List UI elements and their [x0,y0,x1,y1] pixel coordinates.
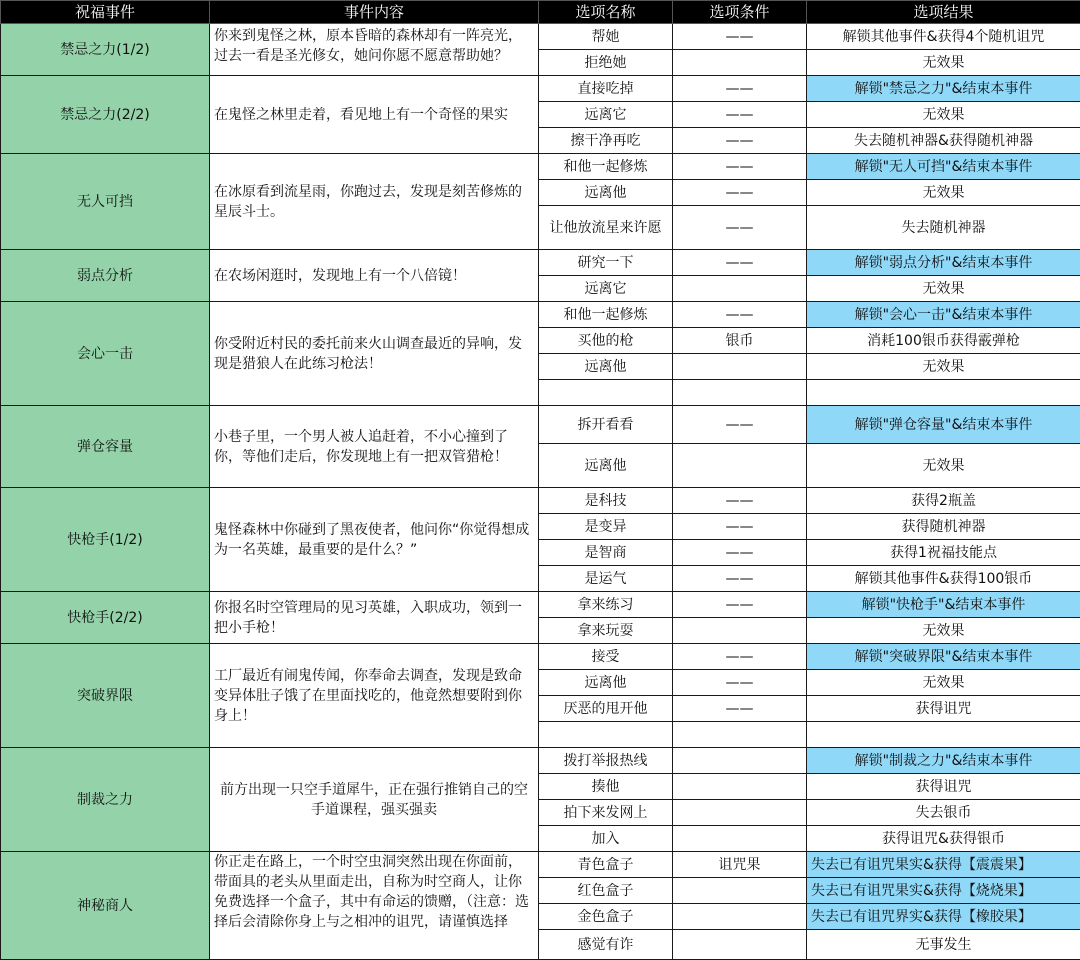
header-row [1,1,1080,24]
option-condition [673,50,807,76]
event-content [210,76,539,154]
option-name: 接受 [539,644,673,670]
table-body [1,24,1080,960]
option-result: 失去已有诅咒果实&获得【震震果】 [807,852,1080,878]
option-result: 获得诅咒 [807,774,1080,800]
option-name: 红色盒子 [539,878,673,904]
event-content-text: 在冰原看到流星雨，你跑过去，发现是刻苦修炼的星辰斗士。 [214,182,534,222]
option-name [539,722,673,748]
option-condition [673,878,807,904]
event-content-text: 在鬼怪之林里走着，看见地上有一个奇怪的果实 [214,105,534,125]
option-condition [673,826,807,852]
option-result: 失去随机神器&获得随机神器 [807,128,1080,154]
option-name: 擦干净再吃 [539,128,673,154]
option-result: 解锁"弹仓容量"&结束本事件 [807,406,1080,444]
option-name: 感觉有诈 [539,930,673,960]
option-name: 拒绝她 [539,50,673,76]
option-result: 失去已有诅咒界实&获得【橡胶果】 [807,904,1080,930]
option-condition: —— [673,670,807,696]
option-result: 解锁"无人可挡"&结束本事件 [807,154,1080,180]
option-result: 解锁其他事件&获得100银币 [807,566,1080,592]
option-name: 拨打举报热线 [539,748,673,774]
event-content-text: 你来到鬼怪之林，原本昏暗的森林却有一阵亮光，过去一看是圣光修女，她问你愿不愿意帮助她？ [214,26,534,74]
option-result: 失去已有诅咒果实&获得【烧烧果】 [807,878,1080,904]
event-content [210,488,539,592]
table-row [1,250,1080,276]
option-condition [673,748,807,774]
option-result: 获得1祝福技能点 [807,540,1080,566]
event-content-text: 小巷子里，一个男人被人追赶着，不小心撞到了你，等他们走后，你发现地上有一把双管猎枪！ [214,427,534,467]
event-content [210,154,539,250]
option-name: 远离他 [539,670,673,696]
option-condition [673,444,807,488]
option-condition: —— [673,592,807,618]
table-row [1,76,1080,102]
option-condition [673,380,807,406]
option-condition [673,774,807,800]
table-row [1,154,1080,180]
option-name: 和他一起修炼 [539,154,673,180]
option-result: 获得2瓶盖 [807,488,1080,514]
option-result: 解锁"禁忌之力"&结束本事件 [807,76,1080,102]
option-condition: —— [673,250,807,276]
option-condition: —— [673,102,807,128]
option-condition: —— [673,540,807,566]
option-name: 金色盒子 [539,904,673,930]
event-content-text: 你报名时空管理局的见习英雄，入职成功，领到一把小手枪！ [214,598,534,638]
option-condition: —— [673,644,807,670]
header-event: 祝福事件 [1,1,210,24]
option-result: 无效果 [807,354,1080,380]
option-result [807,380,1080,406]
header-option-condition: 选项条件 [673,1,807,24]
option-result: 无效果 [807,102,1080,128]
option-condition [673,354,807,380]
option-result: 无事发生 [807,930,1080,960]
option-name: 远离他 [539,354,673,380]
option-condition: —— [673,128,807,154]
option-name: 拿来练习 [539,592,673,618]
option-result: 失去随机神器 [807,206,1080,250]
option-condition [673,618,807,644]
event-content [210,644,539,748]
option-name: 是变异 [539,514,673,540]
option-result: 失去银币 [807,800,1080,826]
event-name: 快枪手(2/2) [1,592,210,644]
event-name: 弱点分析 [1,250,210,302]
event-content-text: 在农场闲逛时，发现地上有一个八倍镜！ [214,266,534,286]
option-result: 无效果 [807,444,1080,488]
option-result: 解锁"快枪手"&结束本事件 [807,592,1080,618]
option-result: 无效果 [807,180,1080,206]
option-result: 无效果 [807,618,1080,644]
header-option-name: 选项名称 [539,1,673,24]
table-header [1,1,1080,24]
option-name: 加入 [539,826,673,852]
event-content [210,24,539,76]
option-condition: —— [673,76,807,102]
option-name: 远离他 [539,444,673,488]
event-name: 禁忌之力(1/2) [1,24,210,76]
option-result [807,722,1080,748]
option-result: 消耗100银币获得霰弹枪 [807,328,1080,354]
option-condition: —— [673,154,807,180]
event-name: 快枪手(1/2) [1,488,210,592]
option-name: 揍他 [539,774,673,800]
table-row [1,24,1080,50]
event-content-text: 你受附近村民的委托前来火山调查最近的异响，发现是猎狼人在此练习枪法！ [214,334,534,374]
event-content [210,302,539,406]
option-condition: —— [673,566,807,592]
event-name: 禁忌之力(2/2) [1,76,210,154]
option-result: 解锁其他事件&获得4个随机诅咒 [807,24,1080,50]
option-name: 厌恶的甩开他 [539,696,673,722]
event-content [210,592,539,644]
event-name: 神秘商人 [1,852,210,960]
header-content: 事件内容 [210,1,539,24]
event-name: 突破界限 [1,644,210,748]
option-name: 是智商 [539,540,673,566]
option-name: 帮她 [539,24,673,50]
option-condition: —— [673,514,807,540]
option-name: 买他的枪 [539,328,673,354]
option-name: 拍下来发网上 [539,800,673,826]
option-condition: —— [673,696,807,722]
option-condition [673,930,807,960]
option-condition: —— [673,302,807,328]
option-condition: —— [673,24,807,50]
event-name: 无人可挡 [1,154,210,250]
option-result: 解锁"会心一击"&结束本事件 [807,302,1080,328]
option-name: 拿来玩耍 [539,618,673,644]
option-name: 远离它 [539,276,673,302]
event-content [210,250,539,302]
option-condition: 银币 [673,328,807,354]
option-name: 让他放流星来许愿 [539,206,673,250]
option-name [539,380,673,406]
table-row [1,852,1080,878]
option-condition [673,904,807,930]
option-result: 解锁"弱点分析"&结束本事件 [807,250,1080,276]
event-content-text: 鬼怪森林中你碰到了黑夜使者，他问你“你觉得想成为一名英雄，最重要的是什么？” [214,520,534,560]
event-content-text: 工厂最近有闹鬼传闻，你奉命去调查，发现是致命变异体肚子饿了在里面找吃的，他竟然想要附到你身上！ [214,666,534,726]
option-name: 青色盒子 [539,852,673,878]
option-result: 无效果 [807,670,1080,696]
option-name: 直接吃掉 [539,76,673,102]
table-row [1,488,1080,514]
option-name: 是科技 [539,488,673,514]
event-content [210,852,539,960]
header-option-result: 选项结果 [807,1,1080,24]
option-condition: —— [673,488,807,514]
table-row [1,644,1080,670]
option-condition: 诅咒果 [673,852,807,878]
table-row [1,592,1080,618]
event-name: 弹仓容量 [1,406,210,488]
option-result: 获得诅咒&获得银币 [807,826,1080,852]
event-content [210,748,539,852]
event-name: 制裁之力 [1,748,210,852]
table-row [1,748,1080,774]
option-result: 无效果 [807,50,1080,76]
option-result: 无效果 [807,276,1080,302]
option-result: 解锁"突破界限"&结束本事件 [807,644,1080,670]
option-name: 拆开看看 [539,406,673,444]
option-result: 解锁"制裁之力"&结束本事件 [807,748,1080,774]
option-name: 和他一起修炼 [539,302,673,328]
option-result: 获得诅咒 [807,696,1080,722]
event-content-text: 前方出现一只空手道犀牛，正在强行推销自己的空手道课程，强买强卖 [214,780,534,820]
option-name: 研究一下 [539,250,673,276]
event-content [210,406,539,488]
option-condition [673,722,807,748]
option-name: 是运气 [539,566,673,592]
option-name: 远离他 [539,180,673,206]
event-content-text: 你正走在路上，一个时空虫洞突然出现在你面前，带面具的老头从里面走出，自称为时空商人，让你免费选择一个盒子，其中有命运的馈赠，（注意：选择后会清除你身上与之相冲的诅咒，请谨慎选择 [214,852,534,932]
option-condition: —— [673,180,807,206]
table-row [1,302,1080,328]
option-condition: —— [673,206,807,250]
option-name: 远离它 [539,102,673,128]
option-result: 获得随机神器 [807,514,1080,540]
event-name: 会心一击 [1,302,210,406]
option-condition: —— [673,406,807,444]
option-condition [673,800,807,826]
option-condition [673,276,807,302]
table-row [1,406,1080,444]
